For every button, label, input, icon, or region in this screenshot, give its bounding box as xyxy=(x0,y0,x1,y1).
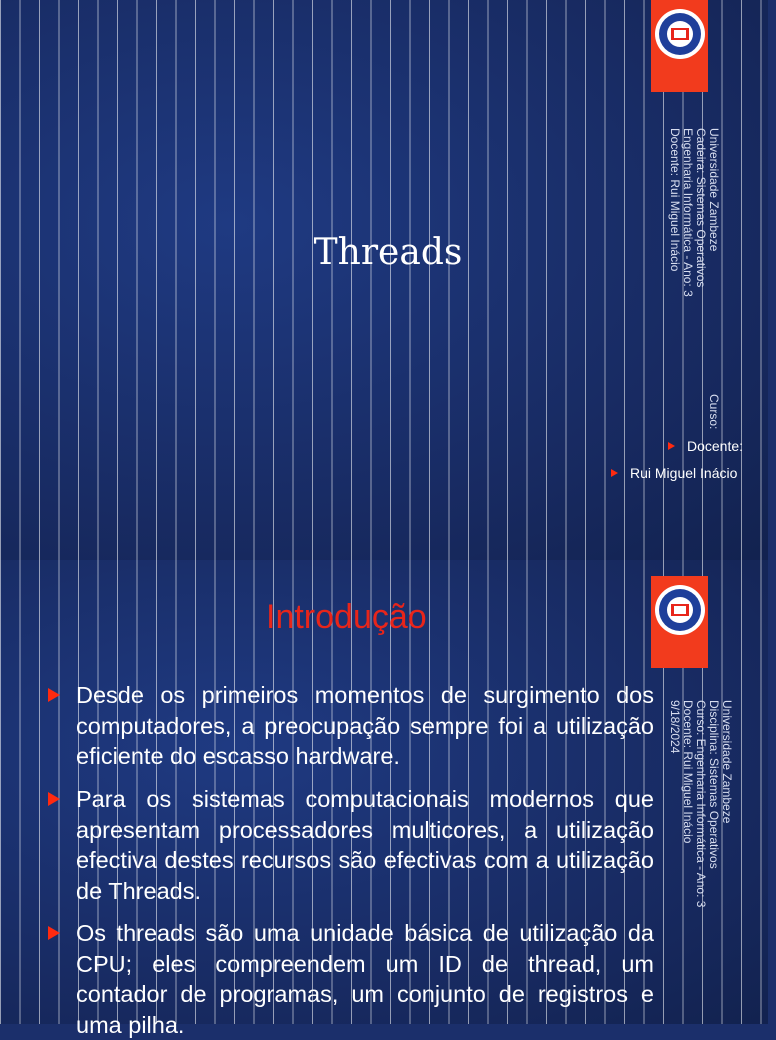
program-year: Curso: Engenharia Informática - Ano: 3 xyxy=(694,700,708,908)
slide-date: 9/18/2024 xyxy=(668,700,682,754)
bullet-arrow-icon xyxy=(668,442,675,450)
university-name: Universidade Zambeze xyxy=(707,128,721,252)
intro-slide xyxy=(0,560,768,1038)
course-name: Cadeira: Sistemas Operativos xyxy=(694,128,708,288)
paragraph-text: Desde os primeiros momentos de surgimento dos computadores, a preocupação sempre foi a utilização eficiente do escasso hardware. xyxy=(76,682,654,769)
curso-label: Curso: xyxy=(707,394,721,430)
slide-heading: Introdução xyxy=(266,598,427,636)
slide-title: Threads xyxy=(313,232,463,273)
course-name: Disciplina: Sistemas Operativos xyxy=(707,700,721,869)
bullet-arrow-icon xyxy=(48,792,60,806)
lecturer: Docente: Rui Miguel Inácio xyxy=(668,128,682,272)
bullet-text: Docente: xyxy=(687,438,744,454)
university-logo xyxy=(651,0,708,92)
bullet-arrow-icon xyxy=(611,469,618,477)
program-year: Engenharia Informática - Ano: 3 xyxy=(681,128,695,297)
bullet-arrow-icon xyxy=(48,688,60,702)
university-logo xyxy=(651,576,708,668)
university-seal-icon xyxy=(654,584,706,636)
paragraph-1 xyxy=(48,680,654,772)
bullet-text: Rui Miguel Inácio xyxy=(630,465,738,481)
bullet-docente xyxy=(668,438,743,454)
vertical-info-2 xyxy=(668,700,733,907)
paragraph-3 xyxy=(48,918,654,1040)
paragraph-text: Os threads são uma unidade básica de utilização da CPU; eles compreendem um ID de thread, um contador de programas, um conjunto de registros e uma pilha. xyxy=(76,920,654,1038)
lecturer: Docente: Rui Miguel Inácio xyxy=(681,700,695,844)
bullet-lecturer-name xyxy=(611,465,737,481)
vertical-info-1 xyxy=(668,128,720,297)
university-seal-icon xyxy=(654,8,706,60)
paragraph-2 xyxy=(48,784,654,906)
university-name: Universidade Zambeze xyxy=(720,700,734,824)
bullet-arrow-icon xyxy=(48,926,60,940)
paragraph-text: Para os sistemas computacionais modernos que apresentam processadores multicores, a utilização efectiva destes recursos são efectivas com a utilização de Threads. xyxy=(76,786,654,904)
